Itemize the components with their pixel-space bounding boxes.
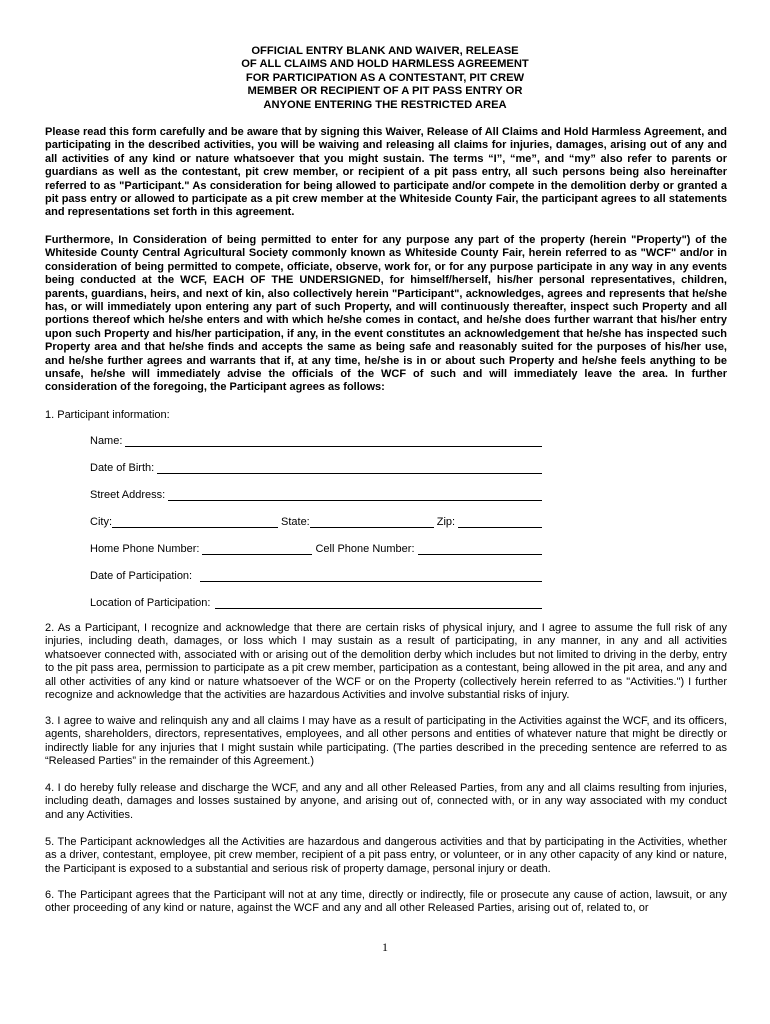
section-3-paragraph: 3. I agree to waive and relinquish any and all claims I may have as a result of participating in the Activities against the WCF, and its officers, agents, shareholders, directors, representatives, employees, and all other persons and entities of whatever nature that might be directly or indirectly liable for any injuries that I might sustain while participating. (The parties described in the preceding sentence are referred to as “Released Parties” in the remainder of this Agreement.) (45, 715, 727, 768)
dob-input-line[interactable] (157, 462, 542, 474)
street-input-line[interactable] (168, 489, 542, 501)
date-participation-label: Date of Participation: (90, 570, 193, 582)
section-4-paragraph: 4. I do hereby fully release and discharge the WCF, and any and all other Released Parties, from any and all claims resulting from injuries, including death, damages and losses sustained by anyone, and arising out of, connected with, or in any way associated with my conduct and any Activities. (45, 782, 727, 821)
section-5-paragraph: 5. The Participant acknowledges all the Activities are hazardous and dangerous activities and that by participating in the Activities, whether as a driver, contestant, employee, pit crew member, recipient of a pit pass entry, or volunteer, or in any other capacity of any kind or nature, the Participant is exposed to a substantial and serious risk of property damage, personal injury or death. (45, 836, 727, 875)
intro-paragraph: Please read this form carefully and be aware that by signing this Waiver, Release of All Claims and Hold Harmless Agreement, and participating in the described activities, you will be waiving and releasing all claims for injuries, damages, arising out of any and all activities of any kind or nature whatsoever that you might sustain. The terms “I”, “me”, and “my” also refer to parents or guardians as well as the contestant, pit crew member, or recipient of a pit pass entry, all such persons being also hereinafter referred to as "Participant." As consideration for being allowed to participate and/or compete in the demolition derby or granted a pit pass entry or allowed to participate as a pit crew member at the Whiteside County Fair, the participant agrees to all statements and representations set forth in this agreement. (45, 126, 727, 219)
location-participation-row (90, 596, 542, 610)
dob-field-row (90, 461, 542, 475)
document-title (100, 45, 670, 112)
section-1-heading: 1. Participant information: (45, 409, 170, 421)
section-2-paragraph: 2. As a Participant, I recognize and acknowledge that there are certain risks of physical injury, and I agree to assume the full risk of any injuries, including death, damages, or loss which I may sustain as a result of participating, in any manner, in any and all activities whatsoever connected with, associated with or arising out of the demolition derby which includes but not limited to driving in the derby, entry to the pit pass area, permission to participate as a pit crew member, participation as a contestant, being allowed in the pit area, and any and all other activities of any kind or nature whatsoever of the WCF or on the Property (collectively herein referred to as "Activities.") I further recognize and acknowledge that the activities are hazardous Activities and involve substantial risks of injury. (45, 622, 727, 702)
cell-phone-input-line[interactable] (418, 543, 542, 555)
title-line: OF ALL CLAIMS AND HOLD HARMLESS AGREEMENT (241, 58, 529, 71)
zip-label: Zip: (436, 516, 456, 528)
section-6-paragraph: 6. The Participant agrees that the Participant will not at any time, directly or indirectly, file or prosecute any cause of action, lawsuit, or any other proceeding of any kind or nature, against the WCF and any and all other Released Parties, arising out of, related to, or (45, 889, 727, 915)
name-input-line[interactable] (125, 435, 542, 447)
consideration-paragraph: Furthermore, In Consideration of being permitted to enter for any purpose any part of the property (herein "Property") of the Whiteside County Central Agricultural Society commonly known as Whiteside County Fair, herein referred to as "WCF" and/or in consideration of being permitted to compete, officiate, observe, work for, or for any purpose participate in any way in any events being conducted at the WCF, EACH OF THE UNDERSIGNED, for himself/herself, his/her personal representatives, children, parents, guardians, heirs, and next of kin, also collectively herein "Participant", acknowledges, agrees and represents that he/she has, or will immediately upon entering any part of such Property, and will continuously thereafter, inspect such Property and all portions thereof which he/she enters and with which he/she comes in contact, and he/she does further warrant that his/her entry upon such Property and his/her participation, if any, in the event constitutes an acknowledgement that he/she has inspected such Property area and that he/she finds and accepts the same as being safe and reasonably suited for the purposes of his/her use, and he/she further agrees and warrants that if, at any time, he/she is in or about such Property and he/she feels anything to be unsafe, he/she will immediately advise the officials of the WCF of such and will immediately leave the area. In further consideration of the foregoing, the Participant agrees as follows: (45, 234, 727, 394)
title-line: MEMBER OR RECIPIENT OF A PIT PASS ENTRY OR (247, 85, 523, 98)
name-field-row (90, 434, 542, 448)
title-line: FOR PARTICIPATION AS A CONTESTANT, PIT CREW (245, 71, 525, 84)
street-field-row (90, 488, 542, 502)
location-participation-input-line[interactable] (215, 597, 542, 609)
title-line: ANYONE ENTERING THE RESTRICTED AREA (263, 98, 507, 111)
date-participation-input-line[interactable] (200, 570, 542, 582)
state-input-line[interactable] (310, 516, 434, 528)
date-participation-row (90, 569, 542, 583)
zip-input-line[interactable] (458, 516, 542, 528)
home-phone-input-line[interactable] (202, 543, 312, 555)
name-label: Name: (90, 435, 123, 447)
street-label: Street Address: (90, 489, 166, 501)
phone-field-row (90, 542, 542, 556)
city-input-line[interactable] (112, 516, 278, 528)
state-label: State: (281, 516, 310, 528)
city-label: City: (90, 516, 112, 528)
city-state-zip-row (90, 515, 542, 529)
title-line: OFFICIAL ENTRY BLANK AND WAIVER, RELEASE (251, 45, 519, 57)
location-participation-label: Location of Participation: (90, 597, 211, 609)
cell-phone-label: Cell Phone Number: (315, 543, 415, 555)
home-phone-label: Home Phone Number: (90, 543, 200, 555)
page-number: 1 (382, 940, 388, 954)
dob-label: Date of Birth: (90, 462, 155, 474)
